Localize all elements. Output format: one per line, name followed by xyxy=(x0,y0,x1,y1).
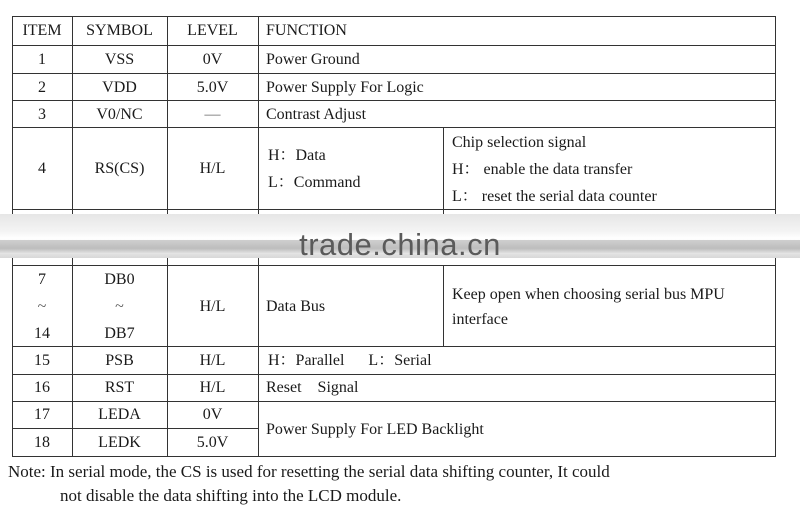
row-item: 2 xyxy=(38,79,46,96)
row-item: 1 xyxy=(38,51,46,68)
row-level: 0V xyxy=(202,406,223,423)
header-function: FUNCTION xyxy=(266,22,347,39)
row-description: Keep open when choosing serial bus MPU xyxy=(452,286,725,303)
table-rule xyxy=(12,16,775,17)
table-rule xyxy=(12,374,775,375)
row-level: H/L xyxy=(199,160,226,177)
watermark-text: trade.china.cn xyxy=(299,227,501,262)
row-item-tilde: ~ xyxy=(37,298,47,315)
row-item: 18 xyxy=(34,434,50,451)
row-description: H： enable the data transfer xyxy=(452,161,633,178)
row-item: 4 xyxy=(38,160,46,177)
row-symbol-tilde: ~ xyxy=(115,298,124,315)
table-rule xyxy=(12,265,775,266)
row-level: 5.0V xyxy=(196,434,229,451)
row-symbol-start: DB0 xyxy=(104,271,135,288)
table-rule xyxy=(12,100,775,101)
row-function: Data Bus xyxy=(266,298,326,315)
table-rule xyxy=(12,45,775,46)
row-function-low: L：Command xyxy=(268,174,361,191)
table-rule xyxy=(12,73,775,74)
row-level: 0V xyxy=(202,51,223,68)
row-description: interface xyxy=(452,311,508,328)
table-rule xyxy=(12,127,775,128)
row-description: Chip selection signal xyxy=(452,134,587,151)
row-function: Power Supply For Logic xyxy=(266,79,424,96)
header-symbol: SYMBOL xyxy=(86,22,153,39)
row-symbol: VSS xyxy=(104,51,135,68)
row-function: Contrast Adjust xyxy=(266,106,367,123)
table-rule xyxy=(12,456,775,457)
header-level: LEVEL xyxy=(187,22,238,39)
table-rule xyxy=(775,258,776,457)
table-rule xyxy=(443,265,444,347)
row-item: 3 xyxy=(38,106,46,123)
row-function-high: H：Data xyxy=(268,147,326,164)
row-item: 17 xyxy=(34,406,50,423)
row-symbol: VDD xyxy=(102,79,137,96)
row-symbol: PSB xyxy=(105,352,134,369)
row-symbol-end: DB7 xyxy=(104,325,135,342)
row-symbol: LEDA xyxy=(98,406,141,423)
table-rule xyxy=(775,16,776,221)
row-item: 15 xyxy=(34,352,50,369)
table-rule xyxy=(258,258,259,457)
note-line-1: Note: In serial mode, the CS is used for resetting the serial data shifting counter, It could xyxy=(8,462,610,481)
row-level: H/L xyxy=(199,379,226,396)
row-item: 16 xyxy=(34,379,50,396)
table-rule xyxy=(12,209,775,210)
row-level: — xyxy=(204,106,221,123)
table-rule xyxy=(12,346,775,347)
note-line-2: not disable the data shifting into the LCD module. xyxy=(60,486,402,505)
row-level: H/L xyxy=(199,298,226,315)
row-symbol: V0/NC xyxy=(96,106,143,123)
row-function: Power Ground xyxy=(266,51,360,68)
row-function: Power Supply For LED Backlight xyxy=(266,421,484,438)
row-symbol: RST xyxy=(104,379,135,396)
table-rule xyxy=(443,127,444,221)
row-level: 5.0V xyxy=(196,79,229,96)
row-function: Reset Signal xyxy=(266,379,359,396)
row-symbol: LEDK xyxy=(98,434,141,451)
table-rule xyxy=(12,401,775,402)
table-rule xyxy=(258,16,259,221)
row-function: H：Parallel L：Serial xyxy=(268,352,432,369)
row-item-end: 14 xyxy=(34,325,50,342)
row-symbol: RS(CS) xyxy=(94,160,145,177)
table-rule xyxy=(12,428,258,429)
row-item-start: 7 xyxy=(38,271,46,288)
row-level: H/L xyxy=(199,352,226,369)
header-item: ITEM xyxy=(22,22,62,39)
row-description: L： reset the serial data counter xyxy=(452,188,657,205)
